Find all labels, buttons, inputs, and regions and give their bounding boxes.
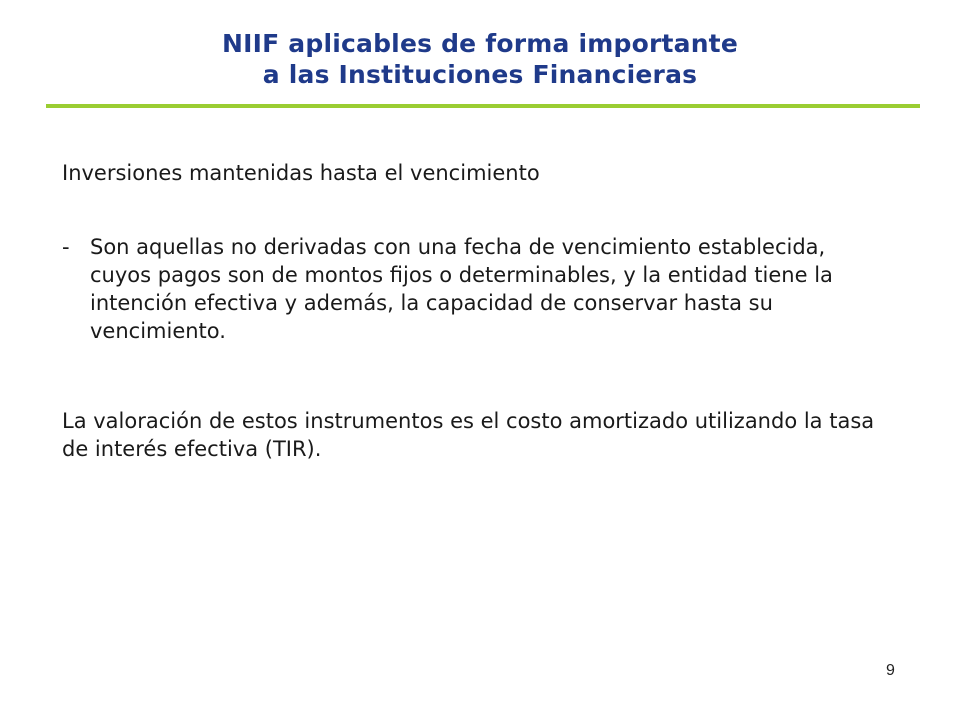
title-line-2: a las Instituciones Financieras bbox=[262, 60, 698, 89]
section-heading: Inversiones mantenidas hasta el vencimiento bbox=[62, 161, 540, 185]
title-line-1: NIIF aplicables de forma importante bbox=[221, 29, 738, 58]
closing-paragraph: La valoración de estos instrumentos es el costo amortizado utilizando la tasa de interés efectiva (TIR). bbox=[62, 409, 875, 461]
page-number: 9 bbox=[886, 662, 895, 679]
slide-title bbox=[100, 28, 860, 90]
title-divider bbox=[46, 104, 920, 108]
bullet-text: Son aquellas no derivadas con una fecha de vencimiento establecida, cuyos pagos son de montos fijos o determinables, y la entidad tiene la intención efectiva y además, la capacidad de conservar hasta su vencimiento. bbox=[90, 235, 833, 343]
bullet-marker: - bbox=[62, 235, 70, 259]
